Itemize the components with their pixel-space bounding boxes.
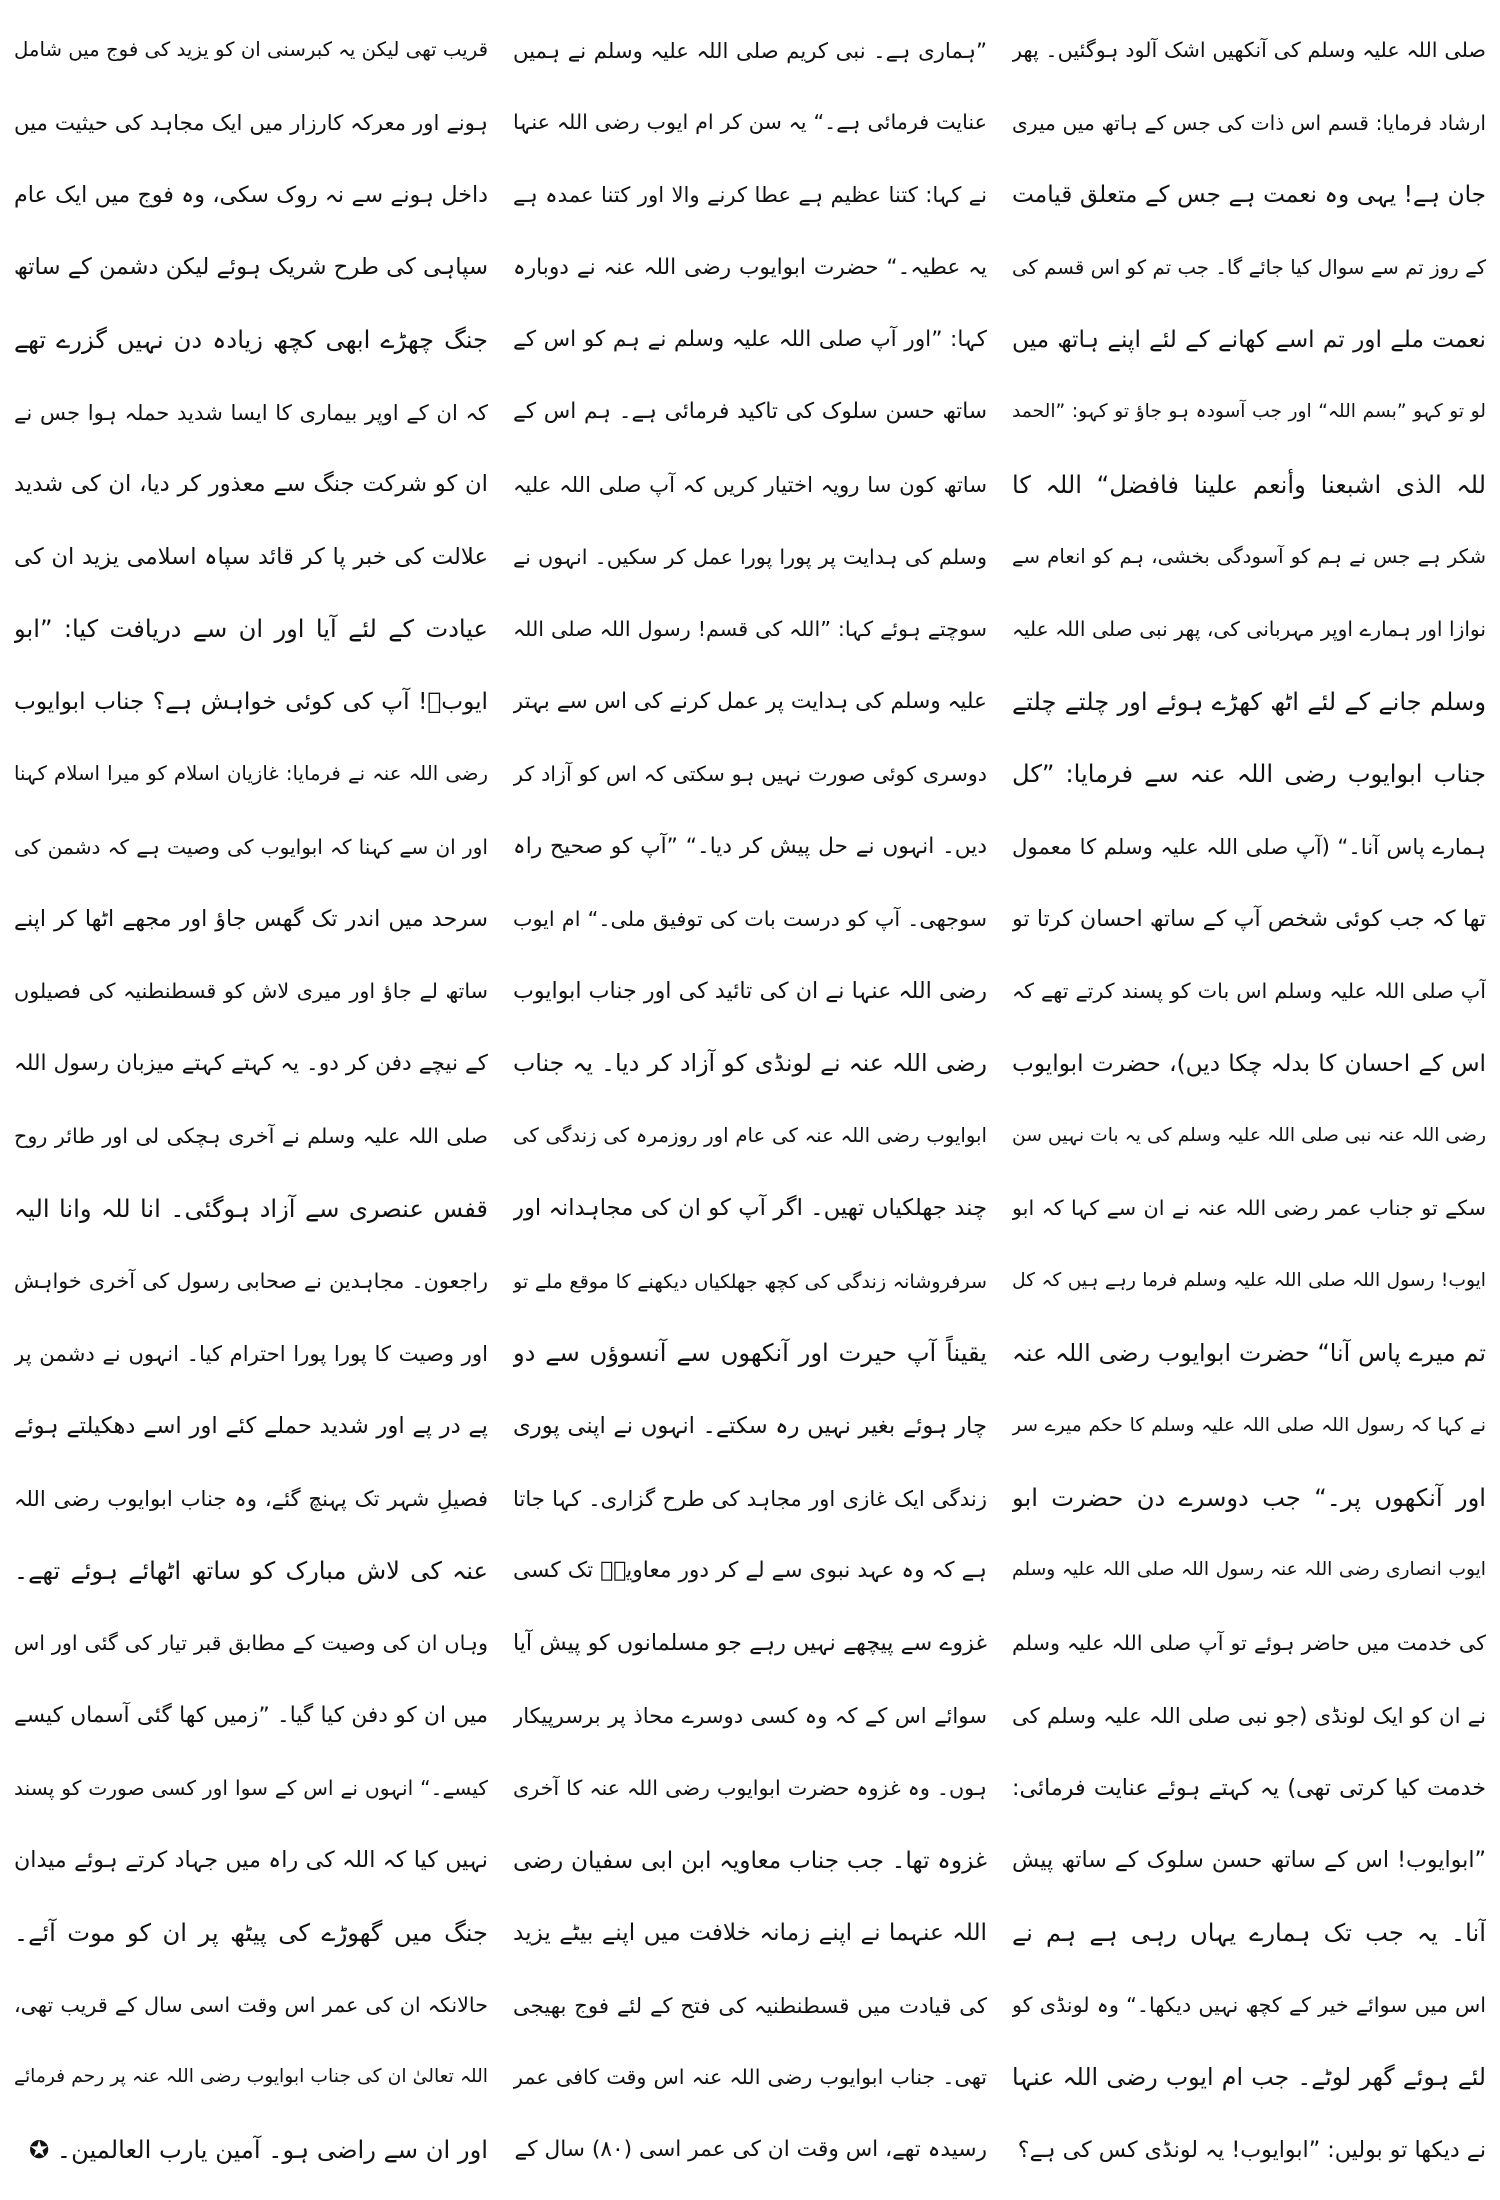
text-line-content: رسیدہ تھے، اس وقت ان کی عمر اسی (۸۰) سال کے <box>514 2137 987 2163</box>
text-line <box>1012 1317 1486 1389</box>
text-line <box>1012 1173 1486 1245</box>
text-line <box>1012 14 1486 86</box>
text-line-content: سوجھی۔ آپ کو درست بات کی توفیق ملی۔“ ام ایوب <box>513 906 987 931</box>
text-line <box>513 86 987 158</box>
text-line <box>513 304 987 376</box>
text-line <box>1012 86 1486 158</box>
text-line-content: ایوبؓ! آپ کی کوئی خواہش ہے؟ جناب ابوایوب <box>14 688 488 716</box>
text-line <box>513 1607 987 1679</box>
text-line <box>513 1028 987 1100</box>
text-line <box>513 955 987 1027</box>
text-line-content: سرفروشانہ زندگی کی کچھ جھلکیاں دیکھنے کا موقع ملے تو <box>513 1269 987 1293</box>
text-line <box>513 883 987 955</box>
text-line-content: کہا: ”اور آپ صلی اللہ علیہ وسلم نے ہم کو اس کے <box>513 326 987 352</box>
text-line <box>1012 1462 1486 1534</box>
text-line-content: نے کہا: کتنا عظیم ہے عطا کرنے والا اور کتنا عمدہ ہے <box>513 182 987 208</box>
text-line-content: کہ ان کے اوپر بیماری کا ایسا شدید حملہ ہوا جس نے <box>14 399 488 425</box>
text-line <box>1012 666 1486 738</box>
text-line <box>513 1969 987 2041</box>
text-line <box>1012 593 1486 665</box>
text-line-content: نوازا اور ہمارے اوپر مہربانی کی، پھر نبی صلی اللہ علیہ <box>1012 617 1486 642</box>
text-line-content: ”ابوایوب! اس کے ساتھ حسن سلوک کے ساتھ پیش <box>1012 1847 1486 1874</box>
text-line <box>513 1679 987 1751</box>
text-line <box>14 1969 488 2041</box>
text-line-content: سوچتے ہوئے کہا: ”اللہ کی قسم! رسول اللہ صلی اللہ <box>513 617 987 642</box>
text-line <box>1012 1390 1486 1462</box>
text-line-content: قفس عنصری سے آزاد ہوگئی۔ انا للہ وانا الیہ <box>14 1194 488 1223</box>
text-line <box>513 1752 987 1824</box>
text-line-content: صلی اللہ علیہ وسلم نے آخری ہچکی لی اور طائر روح <box>14 1123 488 1148</box>
text-line <box>513 159 987 231</box>
text-line <box>513 376 987 448</box>
text-line-content: ہے کہ وہ عہد نبوی سے لے کر دور معاویہؓ تک کسی <box>513 1557 987 1583</box>
text-line-content: لو تو کہو ”بسم اللہ“ اور جب آسودہ ہو جاؤ تو کہو: ”الحمد <box>1012 400 1486 422</box>
text-line <box>1012 1245 1486 1317</box>
text-line <box>14 376 488 448</box>
text-line <box>1012 376 1486 448</box>
text-line <box>1012 231 1486 303</box>
text-line-content: عنایت فرمائی ہے۔“ یہ سن کر ام ایوب رضی اللہ عنہا <box>513 110 987 135</box>
text-line-content: سکے تو جناب عمر رضی اللہ عنہ نے ان سے کہا کہ ابو <box>1012 1196 1486 1221</box>
text-line-content: جناب ابوایوب رضی اللہ عنہ سے فرمایا: ”کل <box>1012 760 1486 789</box>
text-line <box>14 1752 488 1824</box>
text-line <box>513 14 987 86</box>
text-line <box>513 2041 987 2113</box>
text-line <box>1012 1752 1486 1824</box>
text-line-content: اور وصیت کا پورا پورا احترام کیا۔ انہوں نے دشمن پر <box>14 1340 488 1366</box>
text-line <box>14 1028 488 1100</box>
text-line-content: عیادت کے لئے آیا اور ان سے دریافت کیا: ”ابو <box>14 615 488 644</box>
text-line-content: ساتھ لے جاؤ اور میری لاش کو قسطنطنیہ کی فصیلوں <box>14 979 488 1004</box>
text-line-content: حالانکہ ان کی عمر اس وقت اسی سال کے قریب تھی، <box>14 1992 488 2017</box>
text-line <box>1012 1028 1486 1100</box>
text-line-content: ابوایوب رضی اللہ عنہ کی عام اور روزمرہ کی زندگی کی <box>513 1124 987 1148</box>
text-line-content: پے در پے اور شدید حملے کئے اور اسے دھکیلتے ہوئے <box>14 1412 488 1439</box>
text-line <box>14 14 488 86</box>
text-line <box>513 1462 987 1534</box>
text-line-content: تھا کہ جب کوئی شخص آپ کے ساتھ احسان کرتا تو <box>1012 905 1486 932</box>
text-line <box>14 738 488 810</box>
text-line <box>14 1245 488 1317</box>
text-line <box>1012 1607 1486 1679</box>
text-line <box>513 1317 987 1389</box>
text-line <box>513 231 987 303</box>
text-line <box>513 1100 987 1172</box>
text-line <box>513 2114 987 2186</box>
text-line-content: دوسری کوئی صورت نہیں ہو سکتی کہ اس کو آزاد کر <box>513 761 987 786</box>
text-line-content: نہیں کیا کہ اللہ کی راہ میں جہاد کرتے ہوئے میدان <box>14 1847 488 1874</box>
text-line <box>14 86 488 158</box>
text-line-content: شکر ہے جس نے ہم کو آسودگی بخشی، ہم کو انعام سے <box>1012 545 1486 569</box>
text-line <box>14 1607 488 1679</box>
text-line-content: تم میرے پاس آنا“ حضرت ابوایوب رضی اللہ عنہ <box>1012 1338 1486 1367</box>
text-line-content: ساتھ کون سا رویہ اختیار کریں کہ آپ صلی اللہ علیہ <box>513 472 987 498</box>
text-line-content: خدمت کیا کرتی تھی) یہ کہتے ہوئے عنایت فرمائی: <box>1012 1774 1486 1801</box>
text-line-content: جان ہے! یہی وہ نعمت ہے جس کے متعلق قیامت <box>1012 181 1486 209</box>
text-column-left <box>14 14 488 2186</box>
text-line-content: نے دیکھا تو بولیں: ”ابوایوب! یہ لونڈی کس کی ہے؟ <box>1017 2136 1486 2163</box>
text-line-content: نعمت ملے اور تم اسے کھانے کے لئے اپنے ہاتھ میں <box>1012 326 1486 354</box>
text-line-content: یہ عطیہ۔“ حضرت ابوایوب رضی اللہ عنہ نے دوبارہ <box>513 254 987 280</box>
text-line-content: کے روز تم سے سوال کیا جائے گا۔ جب تم کو اس قسم کی <box>1012 255 1486 279</box>
text-line-content: اللہ عنہما نے اپنے زمانہ خلافت میں اپنے بیٹے یزید <box>513 1919 987 1947</box>
text-line <box>14 1173 488 1245</box>
text-line-content: غزوے سے پیچھے نہیں رہے جو مسلمانوں کو پیش آیا <box>513 1630 987 1657</box>
text-line <box>14 1100 488 1172</box>
text-line-content: للہ الذی اشبعنا وأنعم علینا فافضل“ اللہ کا <box>1012 470 1486 499</box>
text-line-content: ہونے اور معرکہ کارزار میں ایک مجاہد کی حیثیت میں <box>14 110 488 135</box>
text-line-content: رضی اللہ عنہ نبی صلی اللہ علیہ وسلم کی یہ بات نہیں سن <box>1012 1124 1486 1146</box>
text-line <box>14 231 488 303</box>
text-line-content: داخل ہونے سے نہ روک سکی، وہ فوج میں ایک عام <box>14 181 488 208</box>
text-line <box>14 521 488 593</box>
text-line-content: قریب تھی لیکن یہ کبرسنی ان کو یزید کی فوج میں شامل <box>14 38 488 62</box>
text-line-content: نے کہا کہ رسول اللہ صلی اللہ علیہ وسلم کا حکم میرے سر <box>1012 1414 1486 1436</box>
text-line-content: عنہ کی لاش مبارک کو ساتھ اٹھائے ہوئے تھے۔ <box>14 1556 488 1585</box>
text-line-content: کے نیچے دفن کر دو۔ یہ کہتے کہتے میزبان رسول اللہ <box>14 1051 488 1077</box>
text-line-content: آنا۔ یہ جب تک ہمارے یہاں رہی ہے ہم نے <box>1012 1918 1486 1947</box>
text-line-content: یقیناً آپ حیرت اور آنکھوں سے آنسوؤں سے دو <box>513 1339 987 1368</box>
text-line <box>513 1535 987 1607</box>
text-line <box>513 1390 987 1462</box>
text-line <box>1012 955 1486 1027</box>
text-line-content: کی قیادت میں قسطنطنیہ کی فتح کے لئے فوج بھیجی <box>513 1992 987 2018</box>
text-line-content: ساتھ حسن سلوک کی تاکید فرمائی ہے۔ ہم اس کے <box>513 399 987 425</box>
text-line-content: دیں۔ انہوں نے حل پیش کر دیا۔“ ”آپ کو صحیح راہ <box>513 833 987 859</box>
text-line-content: اللہ تعالیٰ ان کی جناب ابوایوب رضی اللہ عنہ پر رحم فرمائے <box>14 2066 488 2088</box>
text-line <box>14 883 488 955</box>
text-line-content: اس کے احسان کا بدلہ چکا دیں)، حضرت ابوایوب <box>1012 1050 1486 1078</box>
text-line-content: رضی اللہ عنہ نے فرمایا: غازیان اسلام کو میرا اسلام کہنا <box>14 762 488 786</box>
text-line <box>513 1173 987 1245</box>
text-line <box>513 448 987 520</box>
text-line <box>1012 159 1486 231</box>
text-line <box>1012 1535 1486 1607</box>
text-line-content: اور آنکھوں پر۔“ جب دوسرے دن حضرت ابو <box>1012 1484 1486 1513</box>
text-line-content: اس میں سوائے خیر کے کچھ نہیں دیکھا۔“ وہ لونڈی کو <box>1012 1992 1486 2017</box>
text-line <box>14 1824 488 1896</box>
text-line <box>513 1824 987 1896</box>
text-line <box>14 448 488 520</box>
text-line-content: اور ان سے راضی ہو۔ آمین یارب العالمین۔ ✪ <box>28 2135 488 2164</box>
text-line-content: ”ہماری ہے۔ نبی کریم صلی اللہ علیہ وسلم نے ہمیں <box>513 37 987 63</box>
text-line-content: ہمارے پاس آنا۔“ (آپ صلی اللہ علیہ وسلم کا معمول <box>1012 834 1486 860</box>
text-line <box>14 1317 488 1389</box>
text-line <box>14 593 488 665</box>
text-line-content: وسلم جانے کے لئے اٹھ کھڑے ہوئے اور چلتے چلتے <box>1012 687 1486 716</box>
text-line <box>14 1390 488 1462</box>
text-line-content: جنگ چھڑے ابھی کچھ زیادہ دن نہیں گزرے تھے <box>14 325 488 354</box>
text-line-content: چار ہوئے بغیر نہیں رہ سکتے۔ انہوں نے اپنی پوری <box>513 1412 987 1439</box>
text-line <box>1012 1679 1486 1751</box>
text-line <box>1012 883 1486 955</box>
text-line-content: سپاہی کی طرح شریک ہوئے لیکن دشمن کے ساتھ <box>14 254 488 281</box>
text-line-content: صلی اللہ علیہ وسلم کی آنکھیں اشک آلود ہوگئیں۔ پھر <box>1012 37 1486 62</box>
text-line <box>513 593 987 665</box>
text-line-content: اور ان سے کہنا کہ ابوایوب کی وصیت ہے کہ دشمن کی <box>14 834 488 859</box>
text-line-content: زندگی ایک غازی اور مجاہد کی طرح گزاری۔ کہا جاتا <box>513 1485 987 1511</box>
text-line-content: رضی اللہ عنہ نے لونڈی کو آزاد کر دیا۔ یہ جناب <box>513 1049 987 1078</box>
text-line <box>14 1679 488 1751</box>
text-line-content: ایوب! رسول اللہ صلی اللہ علیہ وسلم فرما رہے ہیں کہ کل <box>1012 1269 1486 1291</box>
text-line-content: رضی اللہ عنہا نے ان کی تائید کی اور جناب ابوایوب <box>513 978 987 1005</box>
text-line <box>1012 810 1486 882</box>
text-line <box>14 666 488 738</box>
text-line <box>1012 738 1486 810</box>
text-line <box>1012 1969 1486 2041</box>
text-line-content: ارشاد فرمایا: قسم اس ذات کی جس کے ہاتھ میں میری <box>1012 110 1486 135</box>
text-line-content: کیسے۔“ انہوں نے اس کے سوا اور کسی صورت کو پسند <box>14 1775 488 1800</box>
text-line-content: ہوں۔ وہ غزوہ حضرت ابوایوب رضی اللہ عنہ کا آخری <box>513 1775 987 1800</box>
text-line <box>14 2114 488 2186</box>
text-line-content: تھی۔ جناب ابوایوب رضی اللہ عنہ اس وقت کافی عمر <box>513 2065 987 2090</box>
text-line-content: نے ان کو ایک لونڈی (جو نبی صلی اللہ علیہ وسلم کی <box>1012 1702 1486 1728</box>
text-line-content: لئے ہوئے گھر لوٹے۔ جب ام ایوب رضی اللہ عنہا <box>1012 2062 1486 2091</box>
text-line <box>513 521 987 593</box>
newspaper-page <box>14 14 1486 2186</box>
text-column-right <box>1012 14 1486 2186</box>
text-line <box>1012 1100 1486 1172</box>
text-line-content: وہاں ان کی وصیت کے مطابق قبر تیار کی گئی اور اس <box>14 1630 488 1655</box>
text-line-content: آپ صلی اللہ علیہ وسلم اس بات کو پسند کرتے تھے کہ <box>1012 979 1486 1004</box>
text-line-content: ان کو شرکت جنگ سے معذور کر دیا، ان کی شدید <box>14 471 488 498</box>
text-line <box>513 666 987 738</box>
text-line-content: جنگ میں گھوڑے کی پیٹھ پر ان کو موت آئے۔ <box>14 1918 488 1947</box>
text-line <box>1012 2041 1486 2113</box>
text-line <box>1012 521 1486 593</box>
text-line-content: علالت کی خبر پا کر قائد سپاہ اسلامی یزید ان کی <box>14 543 488 570</box>
text-line-content: چند جھلکیاں تھیں۔ اگر آپ کو ان کی مجاہدانہ اور <box>513 1195 987 1222</box>
text-line <box>14 1535 488 1607</box>
text-line-content: سوائے اس کے کہ وہ کسی دوسرے محاذ پر برسرپیکار <box>513 1702 987 1728</box>
text-line-content: کی خدمت میں حاضر ہوئے تو آپ صلی اللہ علیہ وسلم <box>1012 1630 1486 1655</box>
text-line <box>14 159 488 231</box>
text-line <box>14 1897 488 1969</box>
text-line <box>513 738 987 810</box>
text-line <box>1012 1897 1486 1969</box>
text-line <box>1012 1824 1486 1896</box>
text-line-content: سرحد میں اندر تک گھس جاؤ اور مجھے اٹھا کر اپنے <box>14 905 488 932</box>
text-line <box>1012 304 1486 376</box>
text-column-middle <box>513 14 987 2186</box>
text-line-content: راجعون۔ مجاہدین نے صحابی رسول کی آخری خواہش <box>14 1268 488 1293</box>
text-line <box>513 1897 987 1969</box>
text-line-content: ایوب انصاری رضی اللہ عنہ رسول اللہ صلی اللہ علیہ وسلم <box>1012 1559 1486 1581</box>
text-line <box>513 810 987 882</box>
text-line <box>513 1245 987 1317</box>
text-line <box>14 1462 488 1534</box>
text-line-content: علیہ وسلم کی ہدایت پر عمل کرنے کی اس سے بہتر <box>513 689 987 714</box>
text-line <box>14 810 488 882</box>
text-line <box>1012 448 1486 520</box>
text-line-content: فصیلِ شہر تک پہنچ گئے، وہ جناب ابوایوب رضی اللہ <box>14 1485 488 1511</box>
text-line <box>1012 2114 1486 2186</box>
text-line <box>14 2041 488 2113</box>
text-line-content: غزوہ تھا۔ جب جناب معاویہ ابن ابی سفیان رضی <box>513 1846 987 1874</box>
text-line-content: وسلم کی ہدایت پر پورا پورا عمل کر سکیں۔ انہوں نے <box>513 544 987 569</box>
text-line <box>14 304 488 376</box>
text-line <box>14 955 488 1027</box>
text-line-content: میں ان کو دفن کیا گیا۔ ”زمیں کھا گئی آسماں کیسے <box>14 1702 488 1728</box>
